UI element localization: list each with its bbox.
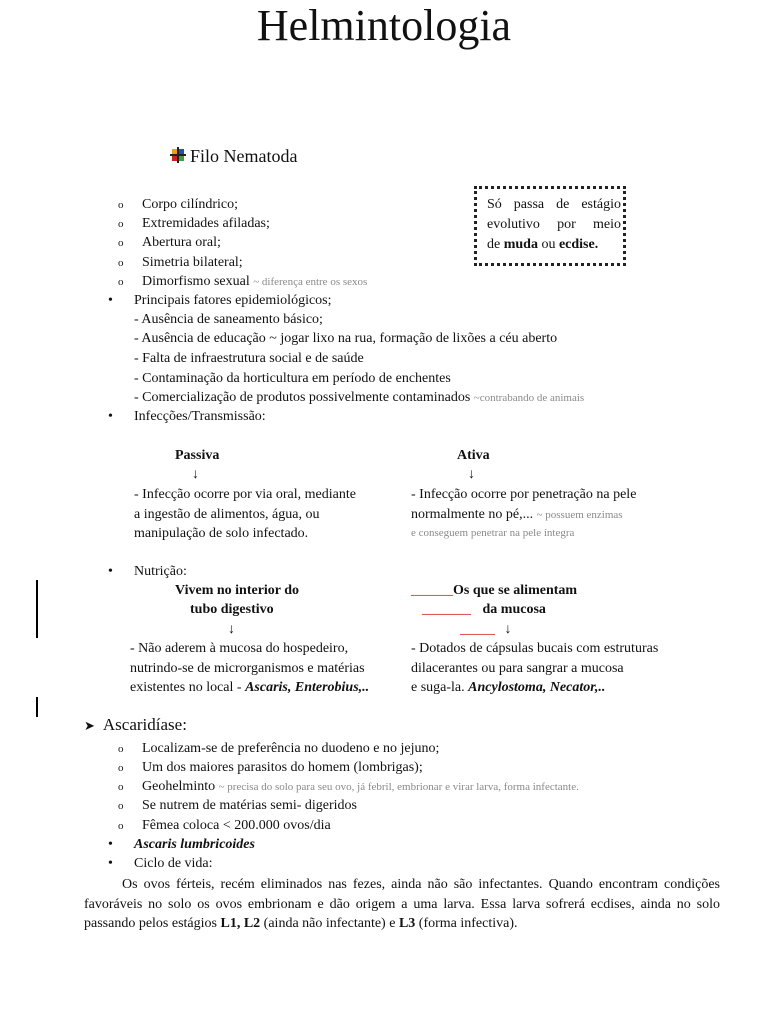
dimorfismo-note: ~ diferença entre os sexos <box>253 276 368 288</box>
list-item: - Contaminação da horticultura em período de enchentes <box>134 371 451 386</box>
list-item: o Simetria bilateral; <box>118 255 243 270</box>
filo-heading-text: Filo Nematoda <box>190 146 298 166</box>
nutricao-right-title: _______ da mucosa <box>422 602 546 617</box>
list-item: o Extremidades afiladas; <box>118 216 270 231</box>
arrow-line: _____ ↓ <box>460 622 512 637</box>
section-heading-filo <box>170 146 297 167</box>
list-item: o Localizam-se de preferência no duodeno e no jejuno; <box>118 741 440 756</box>
arrow-down-icon: ↓ <box>192 467 199 482</box>
list-item: o Geohelminto ~ precisa do solo para seu ovo, já febril, embrionar e virar larva, forma infectante. <box>118 779 579 794</box>
list-item: o Abertura oral; <box>118 235 221 250</box>
ascaridiase-heading: ➤ Ascaridíase: <box>84 715 187 734</box>
ativa-label: Ativa <box>457 448 490 463</box>
text-line: existentes no local - Ascaris, Enterobius,.. <box>130 680 370 695</box>
list-item: o Corpo cilíndrico; <box>118 197 239 212</box>
list-item: o Dimorfismo sexual ~ diferença entre os sexos <box>118 274 368 289</box>
text-line: nutrindo-se de microrganismos e matérias <box>130 661 365 676</box>
list-item: o Um dos maiores parasitos do homem (lombrigas); <box>118 760 423 775</box>
arrow-down-icon: ↓ <box>228 622 235 637</box>
text-line: a ingestão de alimentos, água, ou <box>134 507 320 522</box>
text-line: manipulação de solo infectado. <box>134 526 309 541</box>
text-line: normalmente no pé,... ~ possuem enzimas <box>411 507 623 522</box>
list-item: o Se nutrem de matérias semi- digeridos <box>118 798 357 813</box>
list-item: - Comercialização de produtos possivelmente contaminados ~contrabando de animais <box>134 390 585 405</box>
list-item: - Ausência de saneamento básico; <box>134 312 323 327</box>
note-box: Só passa de estágio evolutivo por meio de muda ou ecdise. <box>474 186 626 266</box>
nutricao-left-title: tubo digestivo <box>190 602 274 617</box>
change-bar <box>36 697 38 717</box>
text-line: e suga-la. Ancylostoma, Necator,.. <box>411 680 606 695</box>
list-item: - Ausência de educação ~ jogar lixo na rua, formação de lixões a céu aberto <box>134 331 558 346</box>
nutricao-right-title: ______Os que se alimentam <box>411 583 578 598</box>
nutricao-left-title: Vivem no interior do <box>175 583 300 598</box>
change-bar <box>36 580 38 638</box>
bullet-item: • Principais fatores epidemiológicos; <box>108 293 332 308</box>
bullet-item: • Nutrição: <box>108 564 187 579</box>
list-item: - Falta de infraestrutura social e de saúde <box>134 351 364 366</box>
text-line: - Infecção ocorre por penetração na pele <box>411 487 637 502</box>
text-line: - Infecção ocorre por via oral, mediante <box>134 487 356 502</box>
bullet-item: • Ciclo de vida: <box>108 856 213 871</box>
note-line: e conseguem penetrar na pele íntegra <box>411 527 575 539</box>
bullet-item: • Ascaris lumbricoides <box>108 837 255 852</box>
list-item: o Fêmea coloca < 200.000 ovos/dia <box>118 818 331 833</box>
arrow-down-icon: ↓ <box>468 467 475 482</box>
text-line: dilacerantes ou para sangrar a mucosa <box>411 661 624 676</box>
passiva-label: Passiva <box>175 448 220 463</box>
ciclo-paragraph: Os ovos férteis, recém eliminados nas fezes, ainda não são infectantes. Quando encontram condições favoráveis no solo os ovos embrionam e dão origem a uma larva. Essa larva sofrerá ecdises, ainda no solo passando pelos estágios L1, L2 (ainda não infectante) e L3 (forma infectiva). <box>84 877 720 931</box>
page-title: Helmintologia <box>256 1 512 50</box>
text-line: - Não aderem à mucosa do hospedeiro, <box>130 641 349 656</box>
bullet-item: • Infecções/Transmissão: <box>108 409 266 424</box>
text-line: - Dotados de cápsulas bucais com estruturas <box>411 641 659 656</box>
cross-bullet-icon <box>170 147 186 163</box>
arrowhead-bullet-icon: ➤ <box>84 718 95 733</box>
